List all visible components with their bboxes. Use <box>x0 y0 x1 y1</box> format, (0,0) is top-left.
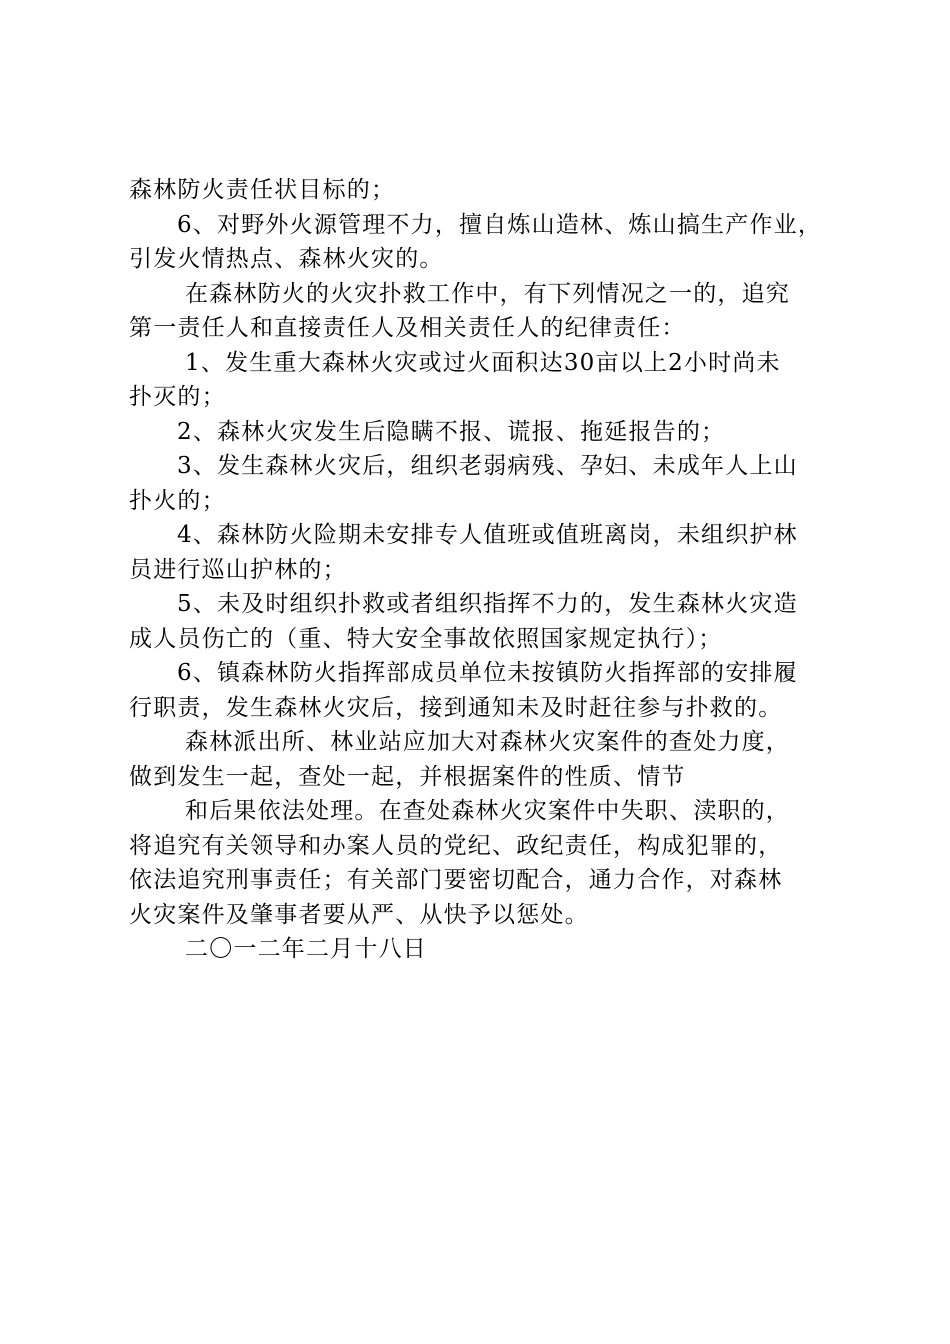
text-line: 将追究有关领导和办案人员的党纪、政纪责任，构成犯罪的， <box>129 832 783 859</box>
text-line: 3、发生森林火灾后，组织老弱病残、孕妇、未成年人上山 <box>177 453 798 479</box>
document-body <box>129 173 844 967</box>
text-line: 6、对野外火源管理不力，擅自炼山造林、炼山搞生产作业， <box>177 211 823 238</box>
text-line: 依法追究刑事责任；有关部门要密切配合，通力合作，对森林 <box>129 867 783 893</box>
document-date: 二〇一二年二月十八日 <box>185 936 427 962</box>
text-line: 森林派出所、林业站应加大对森林火灾案件的查处力度， <box>185 729 790 755</box>
text-line: 做到发生一起，查处一起，并根据案件的性质、情节 <box>129 763 686 790</box>
text-line: 4、森林防火险期未安排专人值班或值班离岗，未组织护林 <box>177 522 798 548</box>
text-line: 扑灭的； <box>129 384 226 410</box>
text-line: 2、森林火灾发生后隐瞒不报、谎报、拖延报告的； <box>177 418 726 445</box>
text-line: 员进行巡山护林的； <box>129 556 347 583</box>
text-line: 森林防火责任状目标的； <box>129 177 396 203</box>
text-line: 引发火情热点、森林火灾的。 <box>129 246 444 272</box>
text-line: 成人员伤亡的（重、特大安全事故依照国家规定执行）； <box>129 625 723 652</box>
text-line: 第一责任人和直接责任人及相关责任人的纪律责任： <box>129 315 686 341</box>
text-line: 行职责，发生森林火灾后，接到通知未及时赶往参与扑救的。 <box>129 694 783 721</box>
text-line: 1、发生重大森林火灾或过火面积达30亩以上2小时尚未 <box>185 349 781 376</box>
text-line: 5、未及时组织扑救或者组织指挥不力的，发生森林火灾造 <box>177 591 798 617</box>
text-line: 扑火的； <box>129 487 226 514</box>
text-line: 6、镇森林防火指挥部成员单位未按镇防火指挥部的安排履 <box>177 660 798 686</box>
text-line: 在森林防火的火灾扑救工作中，有下列情况之一的，追究 <box>185 280 790 307</box>
text-line: 和后果依法处理。在查处森林火灾案件中失职、渎职的， <box>185 798 790 824</box>
text-line: 火灾案件及肇事者要从严、从快予以惩处。 <box>129 901 589 928</box>
